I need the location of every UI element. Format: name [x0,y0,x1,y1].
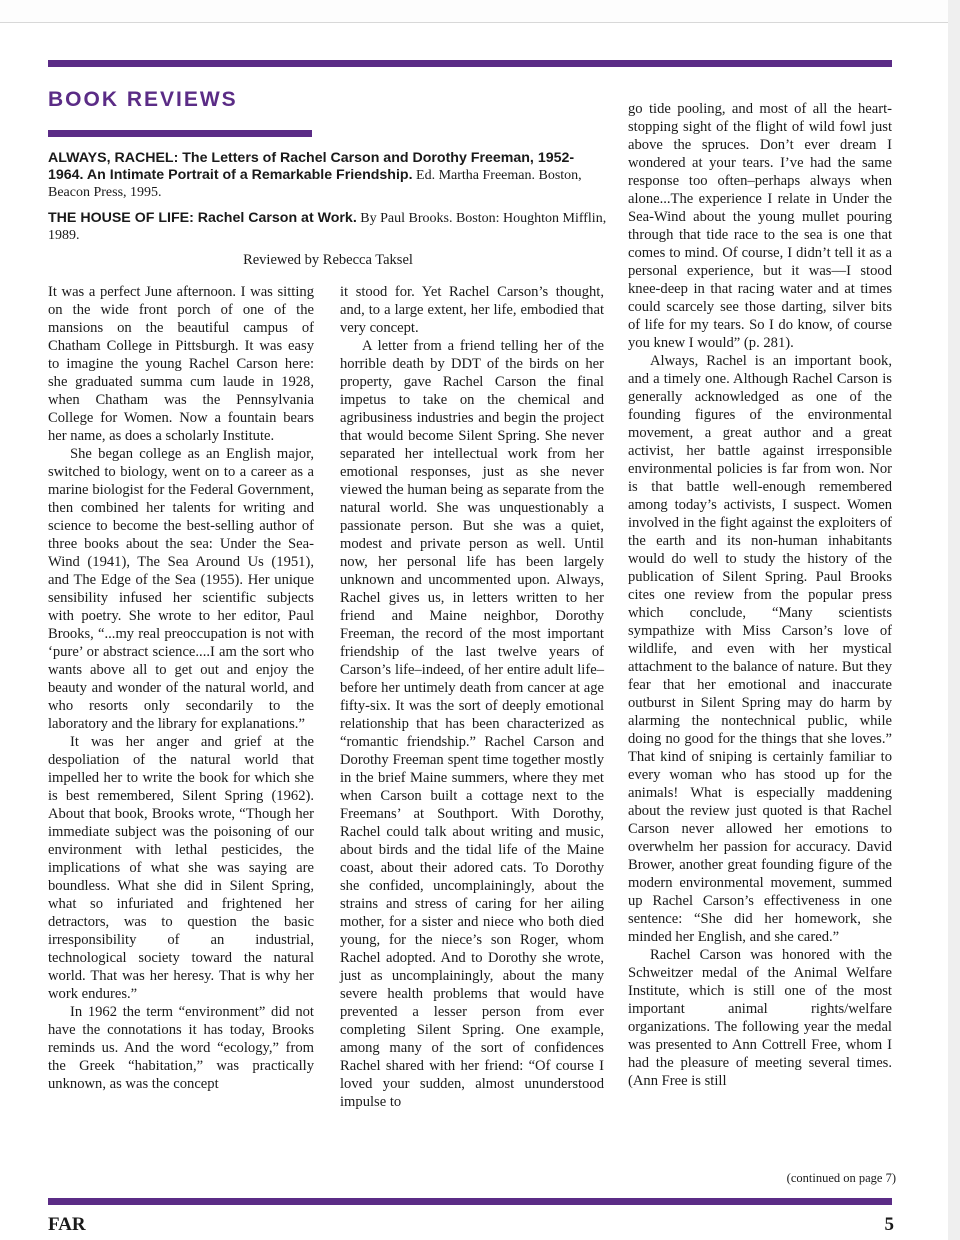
header-rule [48,60,892,67]
continued-note: (continued on page 7) [786,1171,896,1185]
paragraph: It was her anger and grief at the despoliation of the natural world that impelled her to write the book for which she is best remembered, Silent Spring (1962). About that book, Brooks wrote, “Though her immediate subject was the poisoning of our environment with lethal pesticides, the implications of what she was saying are boundless. What she did in Silent Spring, what so infuriated and frightened her detractors, was to question the basic irresponsibility of an industrial, technological society toward the natural world. That was her heresy. That is why her work endures.” [48,734,314,1002]
section-rule [48,130,312,137]
section-title: BOOK REVIEWS [48,88,238,111]
paragraph: She began college as an English major, switched to biology, went on to a career as a marine biologist for the Federal Government, then combined her talents for writing and science to become the best-selling author of three books about the sea: Under the Sea-Wind (1941), The Sea Around Us (1951), and The Edge of the Sea (1955). Her unique sensibility infused her scientific subjects with poetry. She wrote to her editor, Paul Brooks, “...my real preoccupation is not with ‘pure’ or abstract science....I am the sort who wants above all to get out and enjoy the beauty and wonder of the natural world, and who resorts only secondarily to the laboratory and the library for explanations.” [48,446,314,732]
page-number: 5 [884,1214,894,1235]
footer-rule [48,1198,892,1205]
book-details: Ed. Martha Freeman. Boston, Beacon Press, 1995. [48,168,582,200]
article-column-2 [340,283,604,1111]
paragraph: It was a perfect June afternoon. I was sitting on the wide front porch of one of the mansions on the beautiful campus of Chatham College in Pittsburgh. It was easy to imagine the young Rachel Carson here: she graduated summa cum laude in 1928, when Chatham was the Pennsylvania College for Women. Now a fountain bears her name, as does a scholarly Institute. [48,284,314,444]
paragraph: A letter from a friend telling her of the horrible death by DDT of the birds on her property, gave Rachel Carson the final impetus to take on the chemical and agribusiness industries and begin the project that would become Silent Spring. She never separated her intellectual work from her emotional responses, just as she never viewed the human being as separate from the natural world. She was unquestionably a passionate person. But she was a quiet, modest and private person as well. Until now, her personal life has been largely unknown and uncommented upon. Always, Rachel gives us, in letters written to her friend and Maine neighbor, Dorothy Freeman, the record of the most important friendship of the last twelve years of Carson’s life–indeed, of her entire adult life–before her untimely death from cancer at age fifty-six. It was the sort of deeply emotional relationship that has been characterized as “romantic friendship.” Rachel Carson and Dorothy Freeman spent time together mostly in the brief Maine summers, where they met when Carson built a cottage next to the Freemans’ at Southport. With Dorothy, Rachel could talk about writing and music, about birds and the tidal life of the Maine coast, about their adored cats. To Dorothy she confided, uncomplainingly, about the strains and stress of caring for her ailing mother, for a sister and niece who both died young, for the niece’s son Roger, whom Rachel adopted. And to Dorothy she wrote, just as uncomplainingly, about the many severe health problems that would have prevented a lesser person from ever completing Silent Spring. One example, among many of the sort of confidences Rachel shared with her friend: “Of course I loved your sudden, almost ununderstood impulse to [340,338,604,1110]
reviewer-line: Reviewed by Rebecca Taksel [243,252,413,268]
citation-always-rachel [48,150,608,201]
paragraph: In 1962 the term “environment” did not have the connotations it has today, Brooks reminds us. And the word “ecology,” from the Greek “habitation,” was practically unknown, as was the concept [48,1004,314,1092]
article-column-1 [48,283,314,1093]
article-column-3 [628,100,892,1090]
citation-house-of-life [48,210,608,244]
paragraph: Always, Rachel is an important book, and a timely one. Although Rachel Carson is generally acknowledged as one of the founding figures of the environmental movement, a great author and a great activist, her battle against irresponsible environmental policies is far from won. Nor is that battle well-enough remembered among today’s activists, I suspect. Women involved in the fight against the exploiters of the earth and its non-human inhabitants would do well to study the history of the publication of Silent Spring. Paul Brooks cites one review from the popular press which conclude, “Many scientists sympathize with Miss Carson’s love of wildlife, and even with her mystical attachment to the balance of nature. But they fear that her emotional and inaccurate outburst in Silent Spring may do harm by alarming the nontechnical public, while doing no good for the things that she loves.” That kind of sniping is certainly familiar to every woman who has stood up for the animals! What is especially maddening about the review just quoted is that Rachel Carson never allowed her emotions to overwhelm her passion for accuracy. David Brower, another great founding figure of the modern environmental movement, summed up Rachel Carson’s effectiveness in one sentence: “She did her homework, she minded her English, and she cared.” [628,353,892,945]
paragraph: it stood for. Yet Rachel Carson’s thought, and, to a large extent, her life, embodied that very concept. [340,284,604,336]
publication-name: FAR [48,1214,86,1235]
paragraph: go tide pooling, and most of all the heart-stopping sight of the flight of wild fowl just above the spruces. Don’t ever dream I wondered at your tears. I’ve had the same response too often–perhaps always when alone...The experience I relate in Under the Sea-Wind about the young mullet pouring through that tide race to the sea is one that comes to mind. Of course, I didn’t tell it as a personal experience, but it was—I stood knee-deep in that racing water and at times could scarcely see those darting, silver bits of life for my tears. So I do know, of course you knew I would” (p. 281). [628,101,892,351]
book-details: By Paul Brooks. Boston: Houghton Mifflin, 1989. [48,211,607,243]
book-title: ALWAYS, RACHEL: The Letters of Rachel Carson and Dorothy Freeman, 1952-1964. An Intimate Portrait of a Remarkable Friendship. [48,150,575,183]
paragraph: Rachel Carson was honored with the Schweitzer medal of the Animal Welfare Institute, which is still one of the most important animal rights/welfare organizations. The following year the medal was presented to Ann Cottrell Free, whom I had the pleasure of meeting several times. (Ann Free is still [628,947,892,1089]
page-top-edge [0,0,960,23]
page-right-edge [948,0,960,1240]
book-title: THE HOUSE OF LIFE: Rachel Carson at Work. [48,210,357,226]
